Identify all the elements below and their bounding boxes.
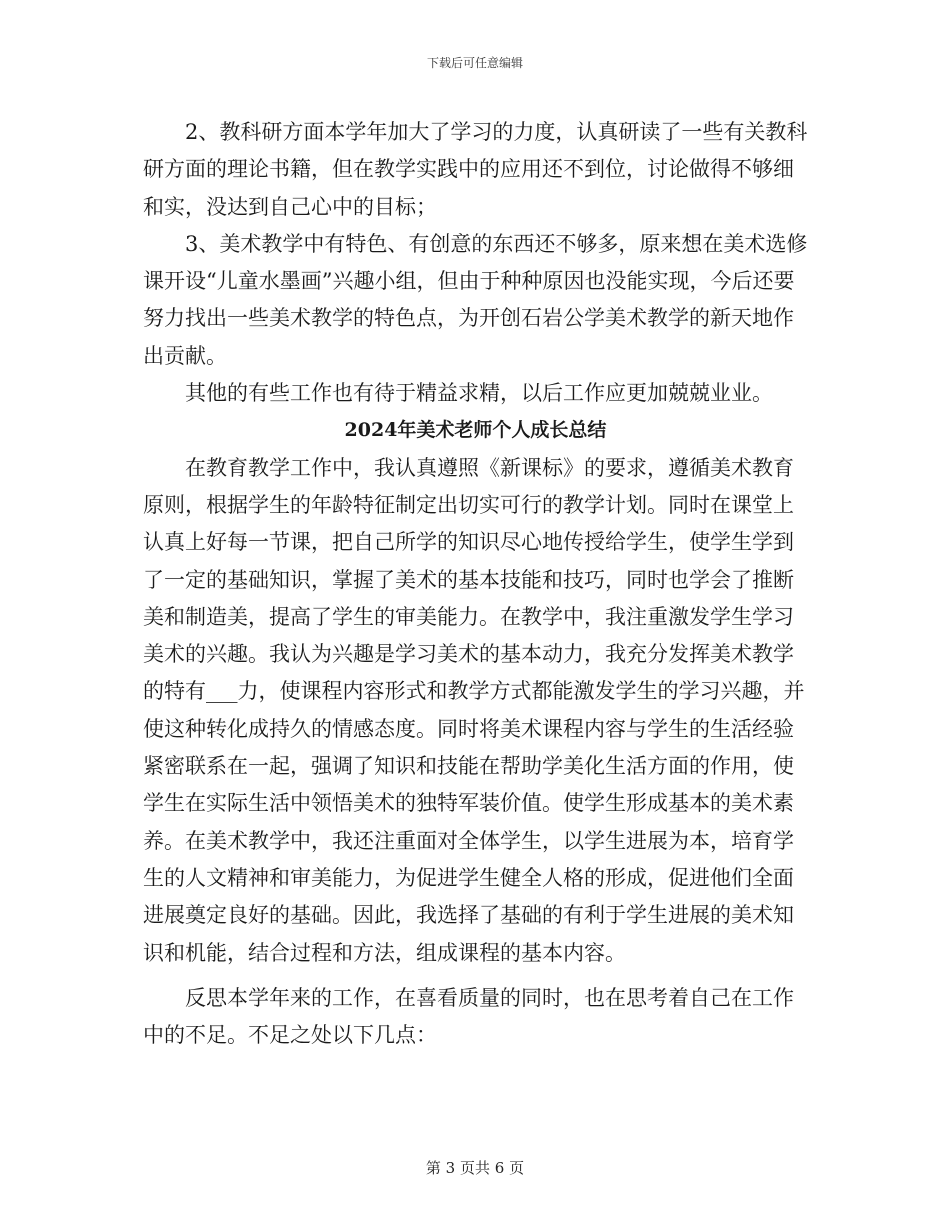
paragraph-gap (143, 972, 808, 980)
paragraph-other-work: 其他的有些工作也有待于精益求精，以后工作应更加兢兢业业。 (185, 381, 773, 406)
paragraph-item-2: 2、教科研方面本学年加大了学习的力度，认真研读了一些有关教科研方面的理论书籍，但在教学实践中的应用还不到位，讨论做得不够细和实，没达到自己心中的目标； (143, 120, 808, 219)
page-footer: 第 3 页共 6 页 (425, 1159, 525, 1177)
paragraph-teaching-work: 在教育教学工作中，我认真遵照《新课标》的要求，遵循美术教育原则，根据学生的年龄特征制定出切实可行的教学计划。同时在课堂上认真上好每一节课，把自己所学的知识尽心地传授给学生，使学生学到了一定的基础知识，掌握了美术的基本技能和技巧，同时也学会了推断美和制造美，提高了学生的审美能力。在教学中，我注重激发学生学习美术的兴趣。我认为兴趣是学习美术的基本动力，我充分发挥美术教学的特有___力，使课程内容形式和教学方式都能激发学生的学习兴趣，并使这种转化成持久的情感态度。同时将美术课程内容与学生的生活经验紧密联系在一起，强调了知识和技能在帮助学美化生活方面的作用，使学生在实际生活中领悟美术的独特军装价值。使学生形成基本的美术素养。在美术教学中，我还注重面对全体学生，以学生进展为本，培育学生的人文精神和审美能力，为促进学生健全人格的形成，促进他们全面进展奠定良好的基础。因此，我选择了基础的有利于学生进展的美术知识和机能，结合过程和方法，组成课程的基本内容。 (143, 455, 805, 965)
paragraph-item-3: 3、美术教学中有特色、有创意的东西还不够多，原来想在美术选修课开设“儿童水墨画”兴趣小组，但由于种种原因也没能实现，今后还要努力找出一些美术教学的特色点，为开创石岩公学美术教学的新天地作出贡献。 (143, 231, 808, 368)
document-body (143, 114, 808, 1054)
paragraph-reflection: 反思本学年来的工作，在喜看质量的同时，也在思考着自己在工作中的不足。不足之处以下几点： (143, 985, 794, 1048)
page-header: 下载后可任意编辑 (426, 56, 523, 70)
section-title: 2024年美术老师个人成长总结 (344, 419, 607, 442)
